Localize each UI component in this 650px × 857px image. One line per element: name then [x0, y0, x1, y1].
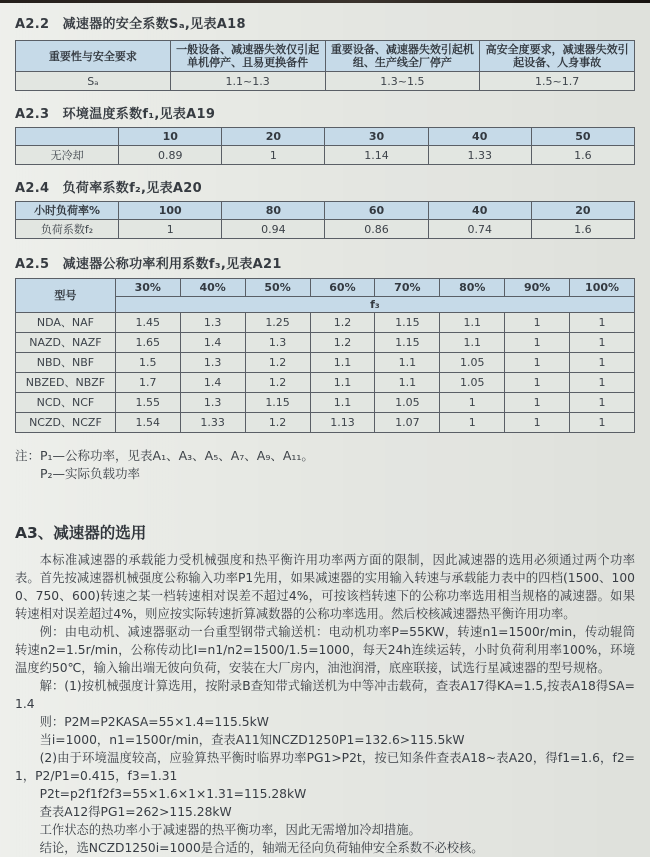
table-body: [16, 313, 635, 433]
notes-block: [15, 447, 635, 483]
cell: 1.2: [310, 333, 375, 353]
row-header: NCD、NCF: [16, 393, 116, 413]
column-header: 60%: [310, 279, 375, 297]
column-header: 20: [531, 202, 634, 220]
cell: 1.07: [375, 413, 440, 433]
section-heading-a3: A3、减速器的选用: [15, 524, 147, 542]
column-header: 重要性与安全要求: [16, 41, 171, 72]
power-utilization-table-a21: [15, 278, 635, 433]
column-header: 20: [222, 128, 325, 146]
cell: 1: [570, 373, 635, 393]
column-header: 70%: [375, 279, 440, 297]
cell: 1.5: [115, 353, 180, 373]
paragraph: 解：(1)按机械强度计算选用，按附录B查知带式输送机为中等冲击载荷，查表A17得KA=1.5,按表A18得SA=1.4: [15, 679, 635, 711]
table-row: [16, 220, 635, 239]
cell: 0.94: [222, 220, 325, 239]
cell: 1: [505, 333, 570, 353]
table-row: [16, 313, 635, 333]
cell: 1.6: [531, 220, 634, 239]
column-header: 30%: [115, 279, 180, 297]
cell: 1: [570, 393, 635, 413]
section-heading-a2-3: A2.3 环境温度系数f₁,见表A19: [15, 107, 216, 122]
row-header: NAZD、NAZF: [16, 333, 116, 353]
column-header: 40: [428, 128, 531, 146]
table-row: [16, 353, 635, 373]
cell: 1.65: [115, 333, 180, 353]
cell: 1.05: [375, 393, 440, 413]
cell: 1.05: [440, 353, 505, 373]
cell: 1.7: [115, 373, 180, 393]
column-header: 30: [325, 128, 428, 146]
table-row: [16, 413, 635, 433]
column-header: 10: [119, 128, 222, 146]
paragraph: 例：由电动机、减速器驱动一台重型钢带式输送机：电动机功率P=55KW，转速n1=1500r/min，传动辊筒转速n2=1.5r/min，公称传动比I=n1/n2=1500/1.5=1000，每天24h连续运转，小时负荷利用率100%，环境温度约50℃，输入输出端无彼向负荷，安装在大厂房内，油池润滑，底座联接，试选行星减速器的型号规格。: [15, 625, 635, 675]
paragraph: 结论，选NCZD1250i=1000是合适的，轴端无径向负荷轴伸安全系数不必校核。: [39, 841, 484, 855]
safety-factor-table-a18: [15, 40, 635, 91]
row-header: 负荷系数f₂: [16, 220, 119, 239]
cell: 1: [570, 353, 635, 373]
cell: 1.3: [245, 333, 310, 353]
note-line: P₂—实际负载功率: [40, 466, 141, 481]
column-header: 60: [325, 202, 428, 220]
cell: 1.1~1.3: [170, 72, 325, 91]
column-header: 一般设备、减速器失效仅引起单机停产、且易更换备件: [170, 41, 325, 72]
column-header: 80%: [440, 279, 505, 297]
section-heading-a2-2: A2.2 减速器的安全系数Sₐ,见表A18: [15, 17, 246, 32]
paragraph: 本标准减速器的承载能力受机械强度和热平衡许用功率两方面的限制，因此减速器的选用必须通过两个功率表。首先按减速器机械强度公称输入功率P1先用，如果减速器的实用输入转速与承载能力表中的四档(1500、1000、750、600)转速之某一档转速相对误差不超过4%，可按该档转速下的公称功率选用相当规格的减速器。如果转速相对误差超过4%，则应按实际转速折算减数器的公称功率选用。然后校核减速器热平衡许用功率。: [15, 553, 635, 621]
temperature-factor-table-a19: [15, 127, 635, 165]
cell: 1.2: [245, 373, 310, 393]
cell: 0.89: [119, 146, 222, 165]
paragraph: (2)由于环境温度较高，应验算热平衡时临界功率PG1>P2t，按已知条件查表A18~表A20，得f1=1.6，f2=1，P2/P1=0.415，f3=1.31: [15, 751, 635, 783]
cell: 1.2: [245, 413, 310, 433]
cell: 1: [505, 393, 570, 413]
cell: 0.86: [325, 220, 428, 239]
cell: 1.1: [310, 373, 375, 393]
row-header: NBD、NBF: [16, 353, 116, 373]
cell: 1.54: [115, 413, 180, 433]
row-header: NDA、NAF: [16, 313, 116, 333]
cell: 1.14: [325, 146, 428, 165]
cell: 1.3~1.5: [325, 72, 480, 91]
section-heading-a2-5: A2.5 减速器公称功率利用系数f₃,见表A21: [15, 257, 282, 272]
cell: 1.3: [180, 393, 245, 413]
corner-header: 型号: [16, 279, 116, 313]
cell: 1.1: [375, 373, 440, 393]
column-header: 小时负荷率%: [16, 202, 119, 220]
section-heading-a2-4: A2.4 负荷率系数f₂,见表A20: [15, 181, 202, 196]
column-header: 50: [531, 128, 634, 146]
row-header: NBZED、NBZF: [16, 373, 116, 393]
paragraph: 则：P2M=P2KASA=55×1.4=115.5kW: [39, 715, 269, 729]
cell: 1.3: [180, 353, 245, 373]
note-line: 注：P₁—公称功率，见表A₁、A₃、A₅、A₇、A₉、A₁₁。: [15, 448, 314, 463]
table-row: [16, 72, 635, 91]
column-header: 40: [428, 202, 531, 220]
table-header-row: [16, 279, 635, 297]
cell: 1.1: [310, 353, 375, 373]
column-header: 90%: [505, 279, 570, 297]
load-factor-table-a20: [15, 201, 635, 239]
paragraph: 当i=1000，n1=1500r/min，查表A11知NCZD1250P1=132.6>115.5kW: [39, 733, 465, 747]
cell: 1.05: [440, 373, 505, 393]
cell: 1: [440, 393, 505, 413]
table-row: [16, 146, 635, 165]
column-header: 50%: [245, 279, 310, 297]
cell: 1.6: [531, 146, 634, 165]
cell: 1.55: [115, 393, 180, 413]
table-row: [16, 373, 635, 393]
cell: 1.1: [440, 313, 505, 333]
cell: 1.1: [440, 333, 505, 353]
cell: 1: [119, 220, 222, 239]
cell: 1: [570, 333, 635, 353]
column-header: 80: [222, 202, 325, 220]
table-header-row: [16, 202, 635, 220]
cell: 1.4: [180, 373, 245, 393]
table-row: [16, 333, 635, 353]
cell: 1: [505, 353, 570, 373]
cell: 1.15: [375, 313, 440, 333]
cell: 1: [505, 373, 570, 393]
paragraph: 工作状态的热功率小于减速器的热平衡功率，因此无需增加冷却措施。: [39, 823, 421, 837]
cell: 1.33: [428, 146, 531, 165]
cell: 0.74: [428, 220, 531, 239]
page-content: [0, 3, 650, 857]
column-header: [16, 128, 119, 146]
a3-body-text: [15, 551, 635, 857]
cell: 1: [505, 413, 570, 433]
cell: 1.3: [180, 313, 245, 333]
f3-span-header: f₃: [115, 297, 634, 313]
cell: 1.25: [245, 313, 310, 333]
cell: 1: [440, 413, 505, 433]
table-header-row: [16, 128, 635, 146]
cell: 1.1: [310, 393, 375, 413]
column-header: 100%: [570, 279, 635, 297]
table-header-row: [16, 41, 635, 72]
cell: 1.45: [115, 313, 180, 333]
cell: 1: [222, 146, 325, 165]
cell: 1.4: [180, 333, 245, 353]
cell: 1.15: [245, 393, 310, 413]
cell: 1: [570, 413, 635, 433]
cell: 1.2: [310, 313, 375, 333]
cell: 1.1: [375, 353, 440, 373]
cell: 1.13: [310, 413, 375, 433]
cell: 1: [570, 313, 635, 333]
cell: 1.33: [180, 413, 245, 433]
cell: 1: [505, 313, 570, 333]
paragraph: P2t=p2f1f2f3=55×1.6×1×1.31=115.28kW: [39, 787, 307, 801]
column-header: 40%: [180, 279, 245, 297]
cell: 1.2: [245, 353, 310, 373]
column-header: 高安全度要求，减速器失效引起设备、人身事故: [480, 41, 635, 72]
paragraph: 查表A12得PG1=262>115.28kW: [39, 805, 232, 819]
row-header: NCZD、NCZF: [16, 413, 116, 433]
table-row: [16, 393, 635, 413]
column-header: 100: [119, 202, 222, 220]
cell: 1.15: [375, 333, 440, 353]
row-header: 无冷却: [16, 146, 119, 165]
column-header: 重要设备、减速器失效引起机组、生产线全厂停产: [325, 41, 480, 72]
cell: 1.5~1.7: [480, 72, 635, 91]
row-header: Sₐ: [16, 72, 171, 91]
